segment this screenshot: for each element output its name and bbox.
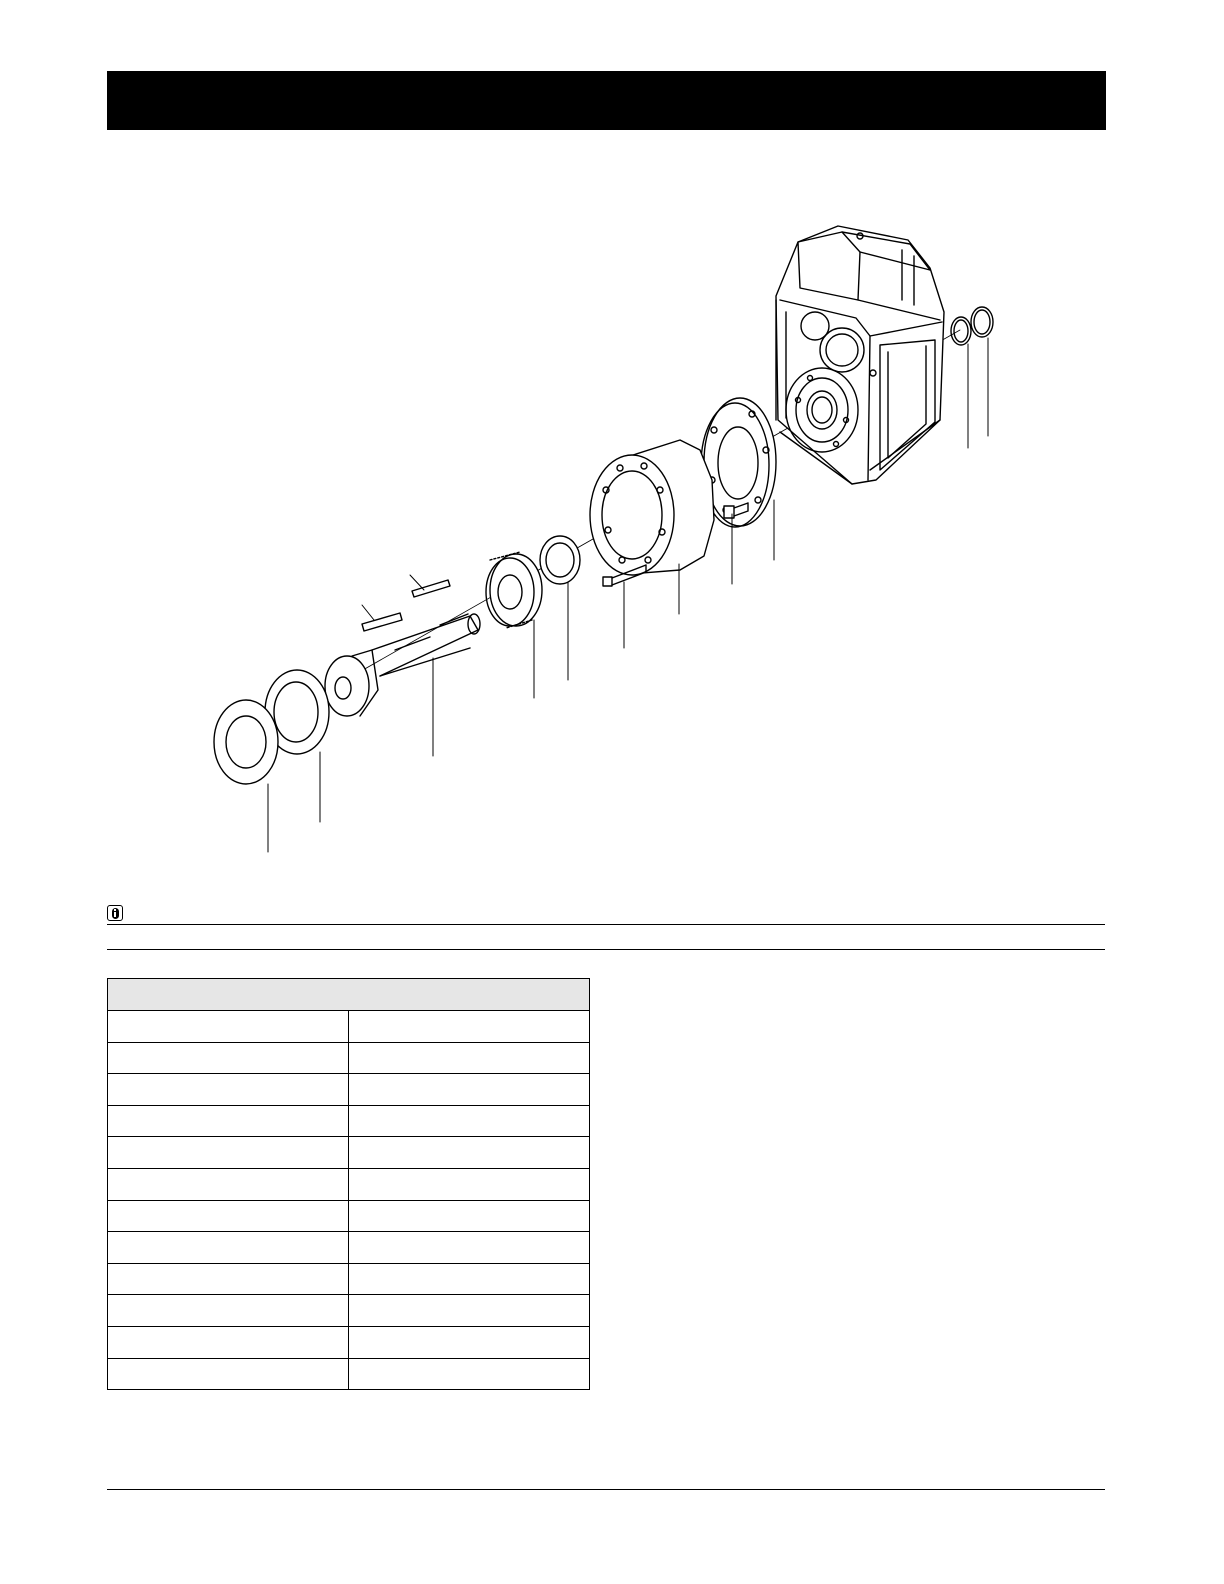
- part-number: [108, 1200, 349, 1232]
- table-row: [108, 1074, 590, 1106]
- part-number: [108, 1105, 349, 1137]
- note-bottom-rule: [107, 949, 1105, 950]
- table-row: [108, 1042, 590, 1074]
- note-top-rule: [107, 924, 1105, 925]
- part-description: [349, 1326, 590, 1358]
- part-description: [349, 1295, 590, 1327]
- table-row: [108, 1200, 590, 1232]
- cylinder-housing: [590, 440, 714, 575]
- parts-list-table: [107, 978, 590, 1390]
- table-row: [108, 1137, 590, 1169]
- table-row: [108, 1295, 590, 1327]
- part-description: [349, 1074, 590, 1106]
- shaft-keys: [362, 580, 450, 631]
- part-number: [108, 1295, 349, 1327]
- retaining-rings: [951, 307, 993, 345]
- gear-housing: [776, 226, 944, 484]
- part-number: [108, 1358, 349, 1390]
- part-description: [349, 1105, 590, 1137]
- table-row: [108, 1105, 590, 1137]
- table-row: [108, 1232, 590, 1264]
- part-description: [349, 1011, 590, 1043]
- output-shaft: [325, 614, 480, 716]
- part-number: [108, 1263, 349, 1295]
- part-description: [349, 1200, 590, 1232]
- part-number: [108, 1137, 349, 1169]
- part-number: [108, 1232, 349, 1264]
- spacer-ring: [540, 536, 580, 584]
- part-description: [349, 1263, 590, 1295]
- parts-table-header: [108, 979, 590, 1011]
- table-row: [108, 1326, 590, 1358]
- part-description: [349, 1232, 590, 1264]
- part-number: [108, 1168, 349, 1200]
- info-icon: [107, 905, 123, 921]
- table-row: [108, 1263, 590, 1295]
- part-number: [108, 1074, 349, 1106]
- table-row: [108, 1168, 590, 1200]
- seal-ring: [214, 700, 278, 784]
- part-number: [108, 1042, 349, 1074]
- part-description: [349, 1137, 590, 1169]
- part-number: [108, 1011, 349, 1043]
- part-number: [108, 1326, 349, 1358]
- shrink-disc: [486, 552, 542, 628]
- part-description: [349, 1168, 590, 1200]
- table-row: [108, 1358, 590, 1390]
- parts-table-header-row: [108, 979, 590, 1011]
- footer-rule: [107, 1489, 1105, 1490]
- part-description: [349, 1042, 590, 1074]
- part-description: [349, 1358, 590, 1390]
- table-row: [108, 1011, 590, 1043]
